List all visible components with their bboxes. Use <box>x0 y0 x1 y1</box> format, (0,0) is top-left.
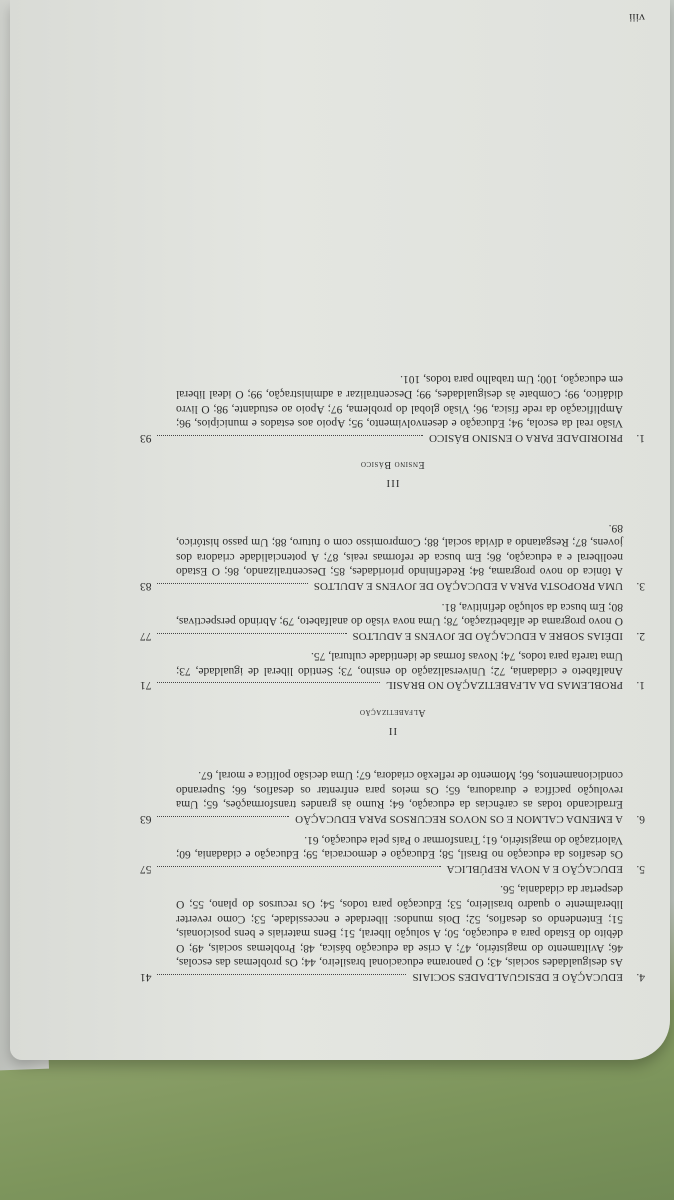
entry-title: EDUCAÇÃO E A NOVA REPÚBLICA <box>446 862 623 875</box>
dot-leader <box>158 683 381 684</box>
dot-leader <box>158 435 424 436</box>
part-number: II <box>387 724 398 737</box>
entry-page-number: 63 <box>140 813 152 826</box>
part-number: III <box>385 476 400 489</box>
part-heading <box>140 705 645 738</box>
entry-description: O novo programa de alfabetização, 78; Uma nova visão do analfabeto, 79; Abrindo perspectivas, 80; Em busca da solução definitiva, 81. <box>176 600 623 628</box>
entry-title: A EMENDA CALMON E OS NOVOS RECURSOS PARA EDUCAÇÃO <box>295 813 623 826</box>
entry-number: 6. <box>636 813 645 826</box>
entry-description: Erradicando todas as carências da educação, 64; Rumo às grandes transformações, 65; Uma revolução pacífica e duradoura, 65; Os meios para enfrentar os desafios, 66; Superando condicionamentos, 66; Momento de reflexão criadora, 67; Uma decisão política e moral, 67. <box>176 769 623 811</box>
part-title: Ensino Básico <box>360 459 425 471</box>
toc-entry <box>140 649 645 693</box>
entry-number: 2. <box>636 629 645 642</box>
entry-title: PRIORIDADE PARA O ENSINO BÁSICO <box>429 431 623 444</box>
toc-content <box>140 366 645 990</box>
entry-page-number: 41 <box>140 971 152 983</box>
entry-title: UMA PROPOSTA PARA A EDUCAÇÃO DE JOVENS E ADULTOS <box>313 579 623 592</box>
toc-entry-heading <box>140 578 645 593</box>
toc-entry-heading <box>140 628 645 643</box>
toc-entry-heading <box>140 678 645 693</box>
toc-entry-heading <box>140 811 645 826</box>
dot-leader <box>158 633 347 634</box>
entry-title: EDUCAÇÃO E DESIGUALDADES SOCIAIS <box>412 971 623 983</box>
dot-leader <box>158 974 407 975</box>
toc-entry <box>140 768 645 826</box>
entry-page-number: 77 <box>140 629 152 642</box>
entry-number: 5. <box>636 862 645 875</box>
entry-number: 1. <box>636 431 645 444</box>
page-number: viii <box>628 11 645 25</box>
entry-page-number: 83 <box>140 579 152 592</box>
toc-entry <box>140 372 645 445</box>
table-of-contents <box>105 0 665 1040</box>
part-title: Alfabetização <box>359 707 426 719</box>
entry-description: A tônica do novo programa, 84; Redefinindo prioridades, 85; Descentralizando, 86; O Estado neoliberal e a educação, 86; Em busca de reformas reais, 87; A potencialidade criadora dos jovens, 87; Resgatando a dívida social, 88; Compromisso com o futuro, 88; Um passo histórico, 89. <box>176 521 623 578</box>
toc-entry-heading <box>140 430 645 445</box>
entry-description: Os desafios da educação no Brasil, 58; Educação e democracia, 59; Educação e cidadania, 60; Valorização do magistério, 61; Transformar o País pela educação, 61. <box>176 833 623 861</box>
book-page <box>10 0 670 1060</box>
toc-entry <box>140 520 645 593</box>
entry-page-number: 93 <box>140 431 152 444</box>
toc-entry-heading <box>140 861 645 876</box>
entry-description: As desigualdades sociais, 43; O panorama educacional brasileiro, 44; Os problemas das escolas, 46; Aviltamento do magistério, 47; A crise da educação básica, 48; Problemas sociais, 49; O débito do Estado para a educação, 50; A solução liberal, 51; Bens materiais e bens posicionais, 51; Entendendo os desafios, 52; Dois mundos: liberdade e necessidade, 53; Como reverter liberalmente o quadro brasileiro, 53; Educação para todos, 54; Os recursos do plano, 55; O despertar da cidadania, 56. <box>176 883 623 969</box>
toc-entry <box>140 832 645 876</box>
entry-description: Analfabeto e cidadania, 72; Universalização do ensino, 73; Sentido liberal de igualdade, 73; Uma tarefa para todos, 74; Novas formas de identidade cultural, 75. <box>176 650 623 677</box>
entry-title: IDÉIAS SOBRE A EDUCAÇÃO DE JOVENS E ADULTOS <box>352 629 623 642</box>
entry-page-number: 71 <box>140 679 152 692</box>
toc-entry <box>140 882 645 984</box>
toc-entry-heading <box>140 969 645 984</box>
dot-leader <box>158 866 441 867</box>
entry-number: 1. <box>636 679 645 692</box>
entry-number: 3. <box>636 579 645 592</box>
entry-description: Visão real da escola, 94; Educação e desenvolvimento, 95; Apoio aos estados e municípios, 96; Amplificação da rede física, 96; Visão global do problema, 97; Apoio ao estudante, 98; O livro didático, 99; Combate às desigualdades, 99; Descentralizar a administração, 99; O ideal liberal em educação, 100; Um trabalho para todos, 101. <box>176 373 623 430</box>
entry-title: PROBLEMAS DA ALFABETIZAÇÃO NO BRASIL <box>386 679 623 692</box>
part-heading <box>140 457 645 490</box>
entry-page-number: 57 <box>140 862 152 875</box>
toc-entry <box>140 599 645 643</box>
dot-leader <box>158 583 308 584</box>
dot-leader <box>158 816 290 817</box>
entry-number: 4. <box>636 971 645 983</box>
